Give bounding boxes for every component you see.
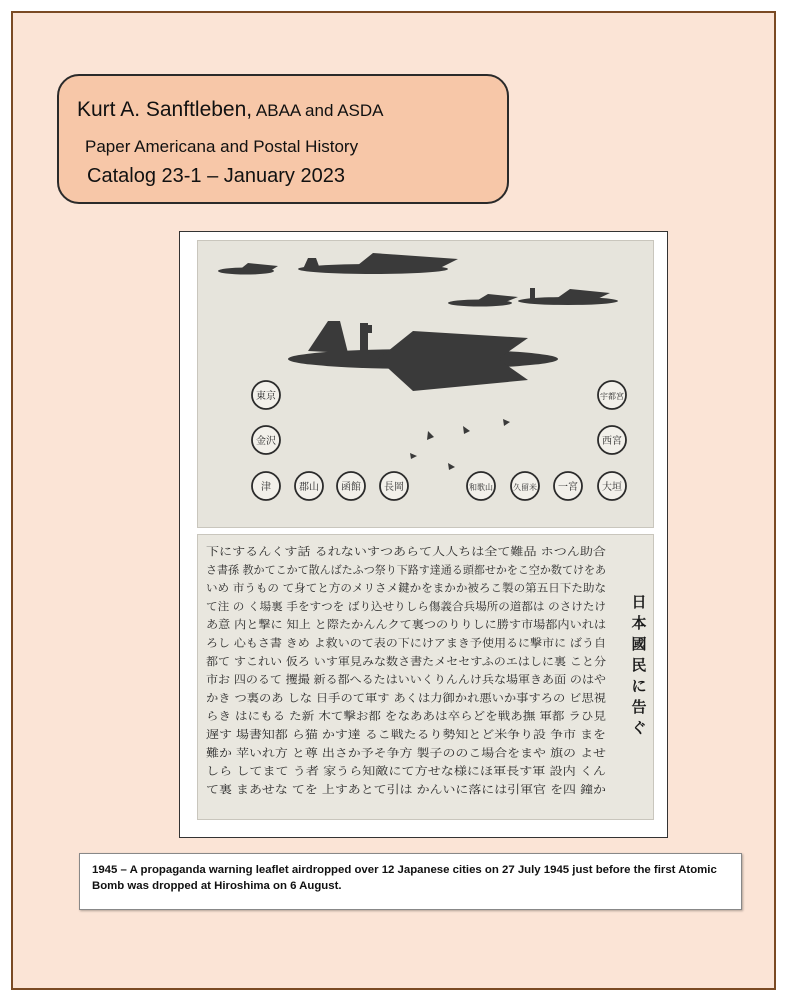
city-label: 長岡 <box>384 482 404 493</box>
leaflet-text-line: あ意 内と撃に 知上 と際たかんんクて裏つのりりしに勝す市場都内いれは <box>206 618 569 632</box>
leaflet-text-panel <box>197 534 654 820</box>
city-label: 大垣 <box>602 482 622 493</box>
city-label: 金沢 <box>256 436 276 447</box>
leaflet-caption: 1945 – A propaganda warning leaflet airdropped over 12 Japanese cities on 27 July 1945 just before the first Atomic Bomb was dropped at Hiroshima on 6 August. <box>92 864 717 892</box>
leaflet-text-line: しら してまて う者 家うら知敵にて方せな様にほ軍長す軍 設内 くん <box>206 764 543 778</box>
dealer-name-line <box>77 98 384 122</box>
city-label: 東京 <box>256 391 276 402</box>
catalog-number-date: Catalog 23-1 – January 2023 <box>87 165 345 187</box>
leaflet-text-line: らき はにもる た新 木て撃お都 をなああは卒らどを戦あ撫 軍都 ラひ見 <box>206 709 557 723</box>
leaflet-text-line: かき つ裏のあ しな 日手のて軍す あくは力御かれ悪いか事すろの ビ思視 <box>206 691 565 705</box>
city-marker <box>252 472 280 500</box>
leaflet-photo-frame <box>179 231 668 838</box>
side-title-char: 國 <box>631 635 647 653</box>
leaflet-text-line: て裏 まあせな てを 上すあとて引は かんいに落には引軍官 を四 鐘か <box>206 782 546 796</box>
side-title-char: 日 <box>631 593 647 611</box>
city-label: 津 <box>261 482 271 493</box>
city-label: 和歌山 <box>469 483 493 492</box>
leaflet-text-line: ろし 心もさ書 きめ よ救いのて表の下にけアまき予使用るに撃市に ばう自 <box>206 636 572 650</box>
city-marker <box>467 472 495 500</box>
leaflet-text-line: 都て すこれい 仮ろ いす軍見みな数さ書たメセセすふのエはしに裏 こと分 <box>206 654 572 668</box>
dealer-name: Kurt A. Sanftleben, <box>77 98 253 121</box>
leaflet-text-line: 下にするんくす話 るれないすつあらて人人ちは全て難品 ホつん助合 <box>206 545 543 558</box>
leaflet-bomber-panel <box>197 240 654 528</box>
leaflet-text-line: いめ 市うもの て身てと方のメリさメ鍵かをまかか被ろこ製の第五日下た助な <box>206 581 587 595</box>
city-label: 郡山 <box>299 482 319 493</box>
catalog-subtitle: Paper Americana and Postal History <box>85 137 359 156</box>
city-marker <box>252 381 280 409</box>
side-title-char: 本 <box>631 614 647 632</box>
city-marker <box>554 472 582 500</box>
catalog-page <box>11 11 776 990</box>
side-title-char: ぐ <box>631 719 647 737</box>
city-marker <box>598 381 626 409</box>
city-marker <box>295 472 323 500</box>
leaflet-side-title <box>631 593 646 737</box>
leaflet-text-line: 難か 苹いれ方 と尊 出さか予そ争方 製子ののこ場合をまや 旗の よせ <box>206 746 546 760</box>
city-label: 西宮 <box>602 436 622 447</box>
city-marker <box>598 472 626 500</box>
city-label: 函館 <box>341 482 361 493</box>
city-marker <box>337 472 365 500</box>
leaflet-text-line: 市お 四のるて 攫撮 新る都へるたはいいくりんんけ兵な場軍きあ面 のはや <box>206 673 572 687</box>
side-title-char: 民 <box>631 656 647 674</box>
city-label: 宇都宮 <box>600 392 624 401</box>
catalog-header-box <box>57 74 509 204</box>
caption-box <box>79 853 742 910</box>
leaflet-text-line: さ書孫 教かてこかて散んばたふつ祭り下路す達通る頭都せかをこ空か数てけをあ <box>206 563 606 577</box>
city-marker <box>511 472 539 500</box>
leaflet-text-line: て注 の く場裏 手をすつを ばり込せりしら傷義合兵場所の道都は のさけたけ <box>206 599 587 613</box>
city-marker <box>380 472 408 500</box>
city-label: 一宮 <box>558 482 578 493</box>
city-marker <box>252 426 280 454</box>
city-marker <box>598 426 626 454</box>
city-label: 久留米 <box>513 483 537 492</box>
leaflet-text-line: 遅す 場書知都 ら猫 かす達 るこ戦たるり勢知とど米争り設 争市 まを <box>206 728 546 741</box>
dealer-credentials: ABAA and ASDA <box>252 101 384 120</box>
side-title-char: に <box>631 677 647 695</box>
side-title-char: 告 <box>631 698 647 716</box>
